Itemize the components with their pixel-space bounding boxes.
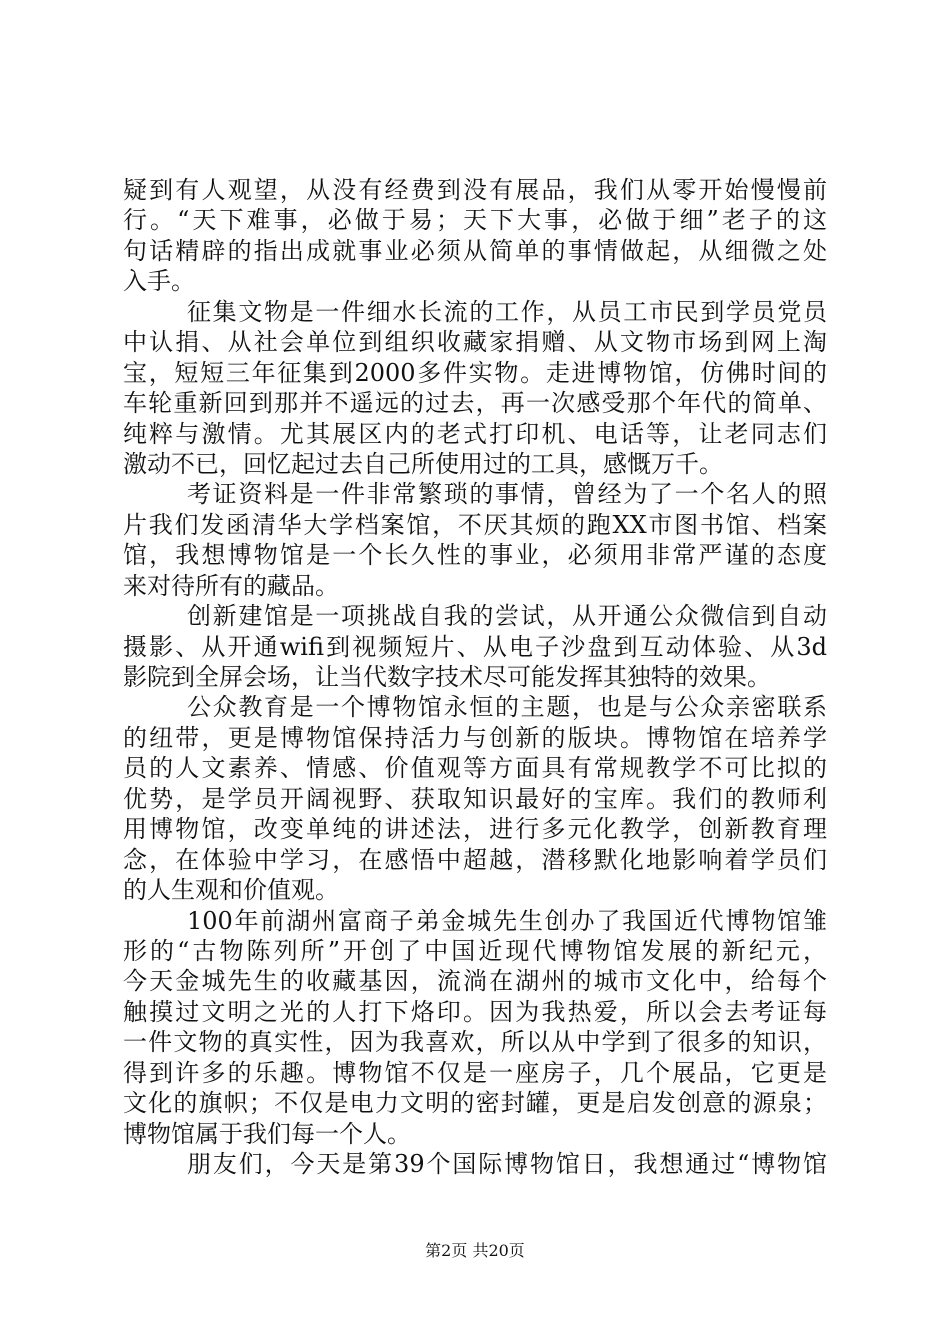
text-line: 一件文物的真实性，因为我喜欢，所以从中学到了很多的知识， (123, 1028, 827, 1057)
page-footer: 第2页 共20页 (425, 1241, 525, 1260)
paragraph (123, 297, 827, 480)
text-line: 触摸过文明之光的人打下烙印。因为我热爱，所以会去考证每 (123, 997, 827, 1026)
text-line: 行。“天下难事，必做于易；天下大事，必做于细”老子的这 (123, 206, 827, 235)
text-line: 纯粹与激情。尤其展区内的老式打印机、电话等，让老同志们 (123, 419, 827, 448)
text-line: 宝，短短三年征集到2000多件实物。走进博物馆，仿佛时间的 (123, 358, 827, 387)
text-line: 句话精辟的指出成就事业必须从简单的事情做起，从细微之处 (123, 236, 827, 265)
text-line: 博物馆属于我们每一个人。 (123, 1119, 411, 1148)
paragraph (123, 906, 827, 1150)
text-line: 车轮重新回到那并不遥远的过去，再一次感受那个年代的简单、 (123, 389, 827, 418)
text-line: 来对待所有的藏品。 (123, 571, 339, 600)
text-line: 中认捐、从社会单位到组织收藏家捐赠、从文物市场到网上淘 (123, 328, 827, 357)
text-line: 公众教育是一个博物馆永恒的主题，也是与公众亲密联系 (187, 693, 827, 722)
text-line: 征集文物是一件细水长流的工作，从员工市民到学员党员 (187, 297, 827, 326)
text-line: 入手。 (123, 267, 195, 296)
text-line: 形的“古物陈列所”开创了中国近现代博物馆发展的新纪元， (123, 936, 827, 965)
text-line: 激动不已，回忆起过去自己所使用过的工具，感慨万千。 (123, 449, 723, 478)
text-line: 疑到有人观望，从没有经费到没有展品，我们从零开始慢慢前 (123, 176, 827, 204)
paragraph (123, 692, 827, 905)
text-line: 影院到全屏会场，让当代数字技术尽可能发挥其独特的效果。 (123, 663, 771, 691)
text-line: 朋友们，今天是第39个国际博物馆日，我想通过“博物馆 (187, 1150, 827, 1178)
text-line: 创新建馆是一项挑战自我的尝试，从开通公众微信到自动 (187, 602, 827, 631)
document-body (123, 175, 827, 1179)
text-line: 员的人文素养、情感、价值观等方面具有常规教学不可比拟的 (123, 754, 827, 783)
text-line: 文化的旗帜；不仅是电力文明的密封罐，更是启发创意的源泉； (123, 1089, 827, 1118)
paragraph (123, 1149, 827, 1179)
text-line: 100年前湖州富商子弟金城先生创办了我国近代博物馆雏 (187, 906, 827, 935)
text-line: 馆，我想博物馆是一个长久性的事业，必须用非常严谨的态度 (123, 541, 827, 570)
text-line: 今天金城先生的收藏基因，流淌在湖州的城市文化中，给每个 (123, 967, 827, 996)
text-line: 用博物馆，改变单纯的讲述法，进行多元化教学，创新教育理 (123, 815, 827, 844)
text-line: 的纽带，更是博物馆保持活力与创新的版块。博物馆在培养学 (123, 723, 827, 752)
text-line: 考证资料是一件非常繁琐的事情，曾经为了一个名人的照 (187, 480, 827, 509)
text-line: 得到许多的乐趣。博物馆不仅是一座房子，几个展品，它更是 (123, 1058, 827, 1087)
paragraph (123, 601, 827, 692)
paragraph (123, 175, 827, 297)
text-line: 的人生观和价值观。 (123, 876, 339, 905)
paragraph (123, 479, 827, 601)
text-line: 摄影、从开通wifi到视频短片、从电子沙盘到互动体验、从3d (123, 632, 827, 661)
text-line: 优势，是学员开阔视野、获取知识最好的宝库。我们的教师利 (123, 784, 827, 813)
text-line: 片我们发函清华大学档案馆，不厌其烦的跑XX市图书馆、档案 (123, 510, 827, 539)
text-line: 念，在体验中学习，在感悟中超越，潜移默化地影响着学员们 (123, 845, 827, 874)
